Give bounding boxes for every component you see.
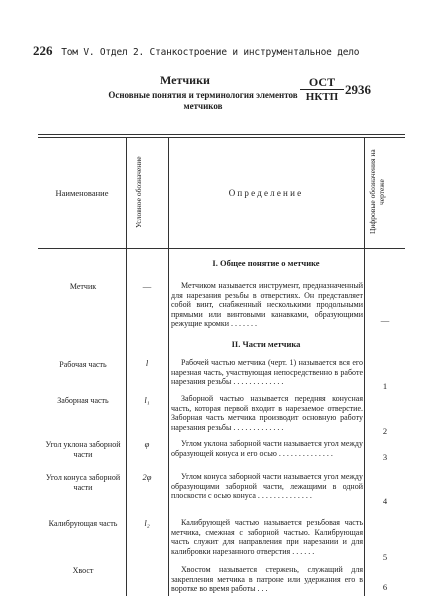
table-top-rule-double: [38, 137, 405, 138]
standard-designation: [300, 76, 344, 103]
standard-fraction-line: [300, 89, 344, 90]
term-definition: Метчиком называется инструмент, предназначенный для нарезания резьбы в отверстиях. Он представляет собой винт, снабженный несколькими продольными прямыми или винтовыми канавками, образующими режущие кромки . . . . . . .: [171, 281, 363, 329]
header-name: Наименование: [55, 188, 109, 198]
table-header-rule: [38, 248, 405, 249]
section-title: I. Общее понятие о метчике: [212, 258, 320, 268]
term-figure-number: 2: [382, 426, 388, 436]
term-name: Хвост: [72, 566, 94, 575]
term-symbol: —: [142, 281, 152, 291]
header-definition: Определение: [228, 188, 304, 198]
term-symbol: l: [145, 358, 149, 368]
table-top-rule: [38, 134, 405, 135]
term-symbol: l₁: [144, 395, 150, 405]
term-figure-number: —: [380, 315, 390, 325]
term-symbol: 2φ: [142, 472, 152, 482]
term-figure-number: 5: [382, 552, 388, 562]
header-symbol: Условное обозначение: [134, 156, 143, 228]
term-definition: Углом конуса заборной части называется угол между образующими заборной части, лежащими в одной плоскости с осью конуса . . . . . . . . . . . . . .: [171, 472, 363, 501]
term-name: Рабочая часть: [59, 360, 107, 369]
term-figure-number: 1: [382, 381, 388, 391]
term-definition: Калибрующей частью называется резьбовая часть метчика, смежная с заборной частью. Калибрующая часть служит для направления при нарезании и для калибровки нарезанного отверстия . . . . . .: [171, 518, 363, 556]
standard-ost: ОСТ: [308, 75, 336, 89]
term-definition: Заборной частью называется передняя конусная часть, которая первой входит в нарезаемое отверстие. Заборная часть метчика производит основную работу нарезания резьбы . . . . . . . . . . . . .: [171, 394, 363, 432]
document-subtitle: Основные понятия и терминология элементов метчиков: [108, 90, 298, 111]
term-figure-number: 4: [382, 496, 388, 506]
term-name: Метчик: [69, 282, 97, 291]
terminology-table: [38, 134, 405, 596]
term-name: Калибрующая часть: [48, 519, 118, 528]
running-head: [33, 43, 403, 59]
term-figure-number: 6: [382, 582, 388, 592]
term-definition: Хвостом называется стержень, служащий для закрепления метчика в патроне или удержания его в воротке во время работы . . .: [171, 565, 363, 594]
volume-text: Том V. Отдел 2. Станкостроение и инструментальное дело: [61, 47, 360, 58]
term-name: Угол конуса заборной части: [45, 473, 121, 492]
section-title: II. Части метчика: [231, 339, 301, 349]
column-divider: [168, 137, 169, 596]
term-name: Заборная часть: [57, 396, 109, 405]
standard-number: 2936: [345, 82, 371, 97]
document-title: Метчики: [160, 73, 210, 87]
term-symbol: l₂: [144, 518, 150, 528]
page-number: 226: [33, 43, 53, 58]
column-divider: [364, 137, 365, 596]
term-name: Угол уклона заборной части: [45, 440, 121, 459]
standard-nktp: НКТП: [305, 91, 339, 103]
header-figure: Цифровые обозначения на чертеже: [368, 149, 386, 235]
term-definition: Углом уклона заборной части называется угол между образующей конуса и его осью . . . . . . . . . . . . . .: [171, 439, 363, 458]
term-symbol: φ: [144, 439, 150, 449]
term-definition: Рабочей частью метчика (черт. 1) называется вся его нарезная часть, участвующая непосредственно в работе нарезания резьбы . . . . . . . . . . . . .: [171, 358, 363, 387]
term-figure-number: 3: [382, 452, 388, 462]
